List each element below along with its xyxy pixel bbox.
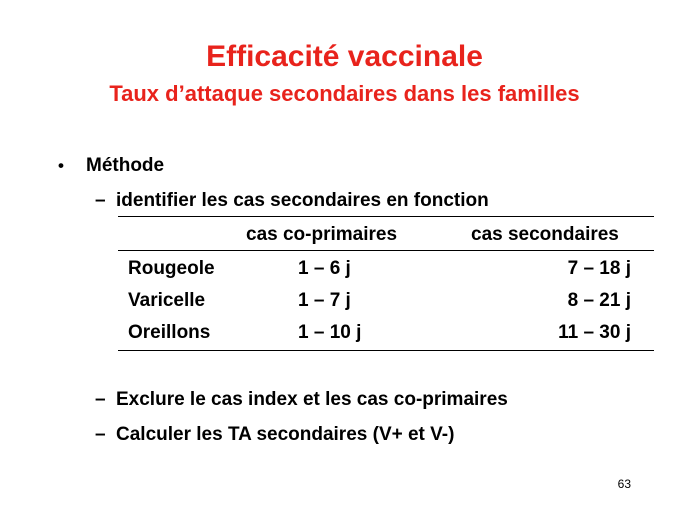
dash-marker: – (95, 190, 106, 211)
row-co-primaires: 1 – 6 j (298, 258, 351, 279)
sub-bullet-text: identifier les cas secondaires en fonction (116, 190, 489, 211)
row-co-primaires: 1 – 10 j (298, 322, 362, 343)
row-co-primaires: 1 – 7 j (298, 290, 351, 311)
slide-subtitle: Taux d’attaque secondaires dans les familles (109, 81, 580, 106)
page-number: 63 (617, 477, 631, 491)
row-disease: Varicelle (128, 290, 206, 311)
table-rule-header (118, 250, 654, 251)
row-disease: Oreillons (128, 322, 211, 343)
dash-marker: – (95, 389, 106, 410)
bullet-text: Méthode (86, 155, 165, 176)
table-rule-top (118, 216, 654, 217)
row-secondaires: 7 – 18 j (567, 258, 631, 279)
dash-marker: – (95, 424, 106, 445)
sub-bullet-text: Exclure le cas index et les cas co-primaires (116, 389, 508, 410)
sub-bullet-text: Calculer les TA secondaires (V+ et V-) (116, 424, 455, 445)
column-header-secondaires: cas secondaires (471, 224, 619, 245)
bullet-marker: • (58, 156, 64, 175)
table-rule-bottom (118, 350, 654, 351)
slide-title: Efficacité vaccinale (206, 40, 483, 73)
row-disease: Rougeole (128, 258, 215, 279)
column-header-co-primaires: cas co-primaires (246, 224, 398, 245)
row-secondaires: 8 – 21 j (567, 290, 631, 311)
row-secondaires: 11 – 30 j (558, 322, 631, 343)
